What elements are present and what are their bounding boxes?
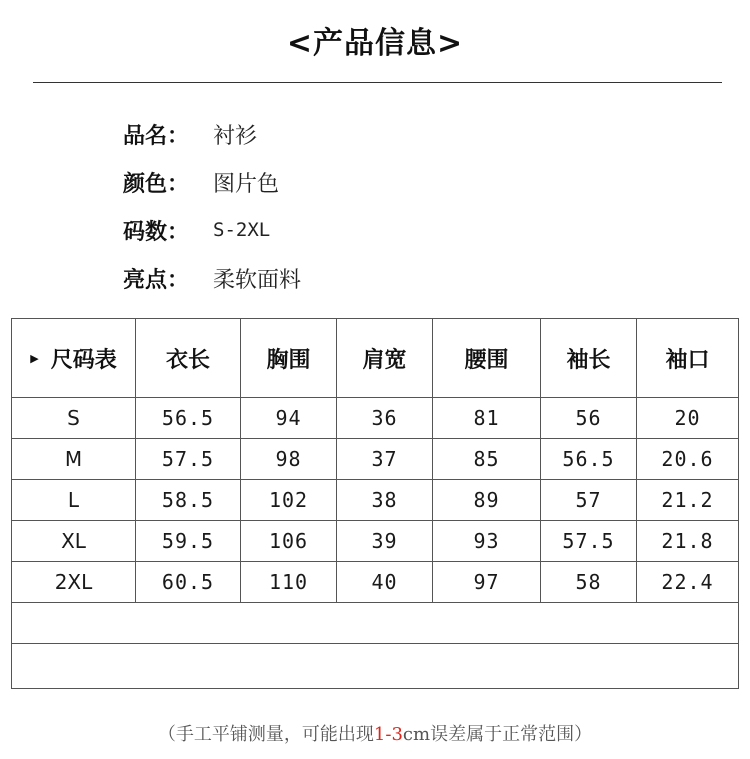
note-highlight: 1-3 — [373, 724, 403, 745]
size-cell: XL — [12, 521, 136, 562]
size-cell: S — [12, 398, 136, 439]
table-cell: 56.5 — [136, 398, 241, 439]
info-label: 颜色： — [123, 171, 190, 197]
column-header: 肩宽 — [337, 319, 433, 398]
column-header: 袖长 — [541, 319, 637, 398]
info-value: 柔软面料 — [213, 267, 302, 293]
table-cell: 81 — [433, 398, 541, 439]
table-cell: 22.4 — [637, 562, 739, 603]
info-row-color — [123, 158, 301, 206]
triangle-right-icon: ▶ — [30, 351, 39, 365]
empty-cell — [12, 603, 739, 644]
table-cell: 20 — [637, 398, 739, 439]
table-cell: 98 — [241, 439, 337, 480]
table-cell: 93 — [433, 521, 541, 562]
column-header: 腰围 — [433, 319, 541, 398]
table-cell: 102 — [241, 480, 337, 521]
title-divider — [33, 82, 722, 83]
table-row — [12, 521, 739, 562]
table-cell: 57 — [541, 480, 637, 521]
size-cell: M — [12, 439, 136, 480]
info-value: 图片色 — [213, 171, 280, 197]
table-cell: 59.5 — [136, 521, 241, 562]
product-info — [123, 110, 301, 302]
info-label: 亮点： — [123, 267, 190, 293]
info-value: 衬衫 — [213, 123, 258, 149]
table-header-row — [12, 319, 739, 398]
info-label: 品名： — [123, 123, 190, 149]
table-cell: 110 — [241, 562, 337, 603]
table-cell: 97 — [433, 562, 541, 603]
table-cell: 38 — [337, 480, 433, 521]
column-header: 胸围 — [241, 319, 337, 398]
empty-cell — [12, 644, 739, 689]
info-value: S-2XL — [213, 219, 271, 241]
empty-row — [12, 644, 739, 689]
table-cell: 57.5 — [136, 439, 241, 480]
table-corner-cell — [12, 319, 136, 398]
table-cell: 21.8 — [637, 521, 739, 562]
table-cell: 40 — [337, 562, 433, 603]
table-row — [12, 480, 739, 521]
table-cell: 94 — [241, 398, 337, 439]
info-row-name — [123, 110, 301, 158]
table-row — [12, 562, 739, 603]
info-label: 码数： — [123, 219, 190, 245]
table-cell: 36 — [337, 398, 433, 439]
table-cell: 20.6 — [637, 439, 739, 480]
page-title: <产品信息> — [286, 26, 464, 61]
info-row-size — [123, 206, 301, 254]
table-cell: 56.5 — [541, 439, 637, 480]
table-cell: 39 — [337, 521, 433, 562]
table-cell: 60.5 — [136, 562, 241, 603]
size-table — [11, 318, 739, 689]
note-prefix: （手工平铺测量，可能出现 — [157, 724, 374, 745]
info-row-highlight — [123, 254, 301, 302]
table-cell: 85 — [433, 439, 541, 480]
table-row — [12, 398, 739, 439]
table-cell: 58.5 — [136, 480, 241, 521]
table-cell: 37 — [337, 439, 433, 480]
empty-row — [12, 603, 739, 644]
table-cell: 106 — [241, 521, 337, 562]
table-row — [12, 439, 739, 480]
column-header: 袖口 — [637, 319, 739, 398]
measurement-note — [0, 720, 750, 746]
table-cell: 56 — [541, 398, 637, 439]
size-cell: 2XL — [12, 562, 136, 603]
table-cell: 89 — [433, 480, 541, 521]
table-cell: 57.5 — [541, 521, 637, 562]
table-cell: 58 — [541, 562, 637, 603]
note-suffix: cm误差属于正常范围） — [402, 724, 593, 745]
table-cell: 21.2 — [637, 480, 739, 521]
corner-label: 尺码表 — [50, 347, 117, 373]
size-cell: L — [12, 480, 136, 521]
column-header: 衣长 — [136, 319, 241, 398]
